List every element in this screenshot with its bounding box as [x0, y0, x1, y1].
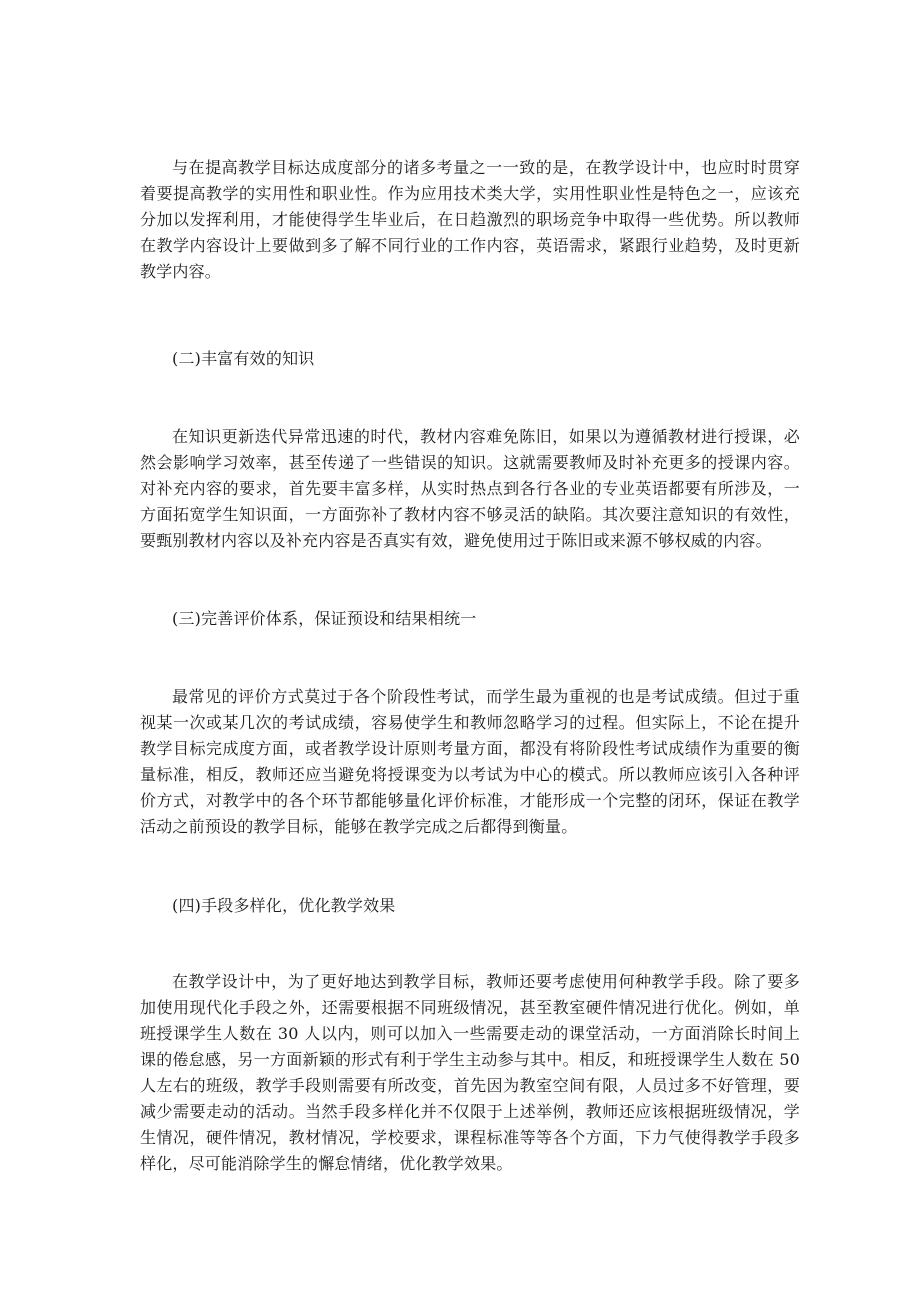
paragraph-methods: 在教学设计中，为了更好地达到教学目标，教师还要考虑使用何种教学手段。除了要多加使用现代化手段之外，还需要根据不同班级情况，甚至教室硬件情况进行优化。例如，单班授课学生人数在 30 人以内，则可以加入一些需要走动的课堂活动，一方面消除长时间上课的倦怠感，另一方面新颖的形式有利于学生主动参与其中。相反，和班授课学生人数在 50 人左右的班级，教学手段则需要有所改变，首先因为教室空间有限，人员过多不好管理，要减少需要走动的活动。当然手段多样化并不仅限于上述举例，教师还应该根据班级情况，学生情况，硬件情况，教材情况，学校要求，课程标准等等各个方面，下力气使得教学手段多样化，尽可能消除学生的懈怠情绪，优化教学效果。: [140, 972, 800, 1173]
paragraph-practicality: 与在提高教学目标达成度部分的诸多考量之一一致的是，在教学设计中，也应时时贯穿着要提高教学的实用性和职业性。作为应用技术类大学，实用性职业性是特色之一，应该充分加以发挥利用，才能使得学生毕业后，在日趋激烈的职场竞争中取得一些优势。所以教师在教学内容设计上要做到多了解不同行业的工作内容，英语需求，紧跟行业趋势，及时更新教学内容。: [140, 158, 800, 281]
section-heading-methods: (四)手段多样化，优化教学效果: [172, 896, 396, 915]
section-heading-knowledge: (二)丰富有效的知识: [172, 349, 315, 368]
paragraph-knowledge: 在知识更新迭代异常迅速的时代，教材内容难免陈旧，如果以为遵循教材进行授课，必然会影响学习效率，甚至传递了一些错误的知识。这就需要教师及时补充更多的授课内容。对补充内容的要求，首先要丰富多样，从实时热点到各行各业的专业英语都要有所涉及，一方面拓宽学生知识面，一方面弥补了教材内容不够灵活的缺陷。其次要注意知识的有效性，要甄别教材内容以及补充内容是否真实有效，避免使用过于陈旧或来源不够权威的内容。: [140, 427, 800, 550]
section-heading-evaluation: (三)完善评价体系，保证预设和结果相统一: [172, 609, 477, 628]
paragraph-evaluation: 最常见的评价方式莫过于各个阶段性考试，而学生最为重视的也是考试成绩。但过于重视某一次或某几次的考试成绩，容易使学生和教师忽略学习的过程。但实际上，不论在提升教学目标完成度方面，或者教学设计原则考量方面，都没有将阶段性考试成绩作为重要的衡量标准，相反，教师还应当避免将授课变为以考试为中心的模式。所以教师应该引入各种评价方式，对教学中的各个环节都能够量化评价标准，才能形成一个完整的闭环，保证在教学活动之前预设的教学目标，能够在教学完成之后都得到衡量。: [140, 687, 800, 836]
